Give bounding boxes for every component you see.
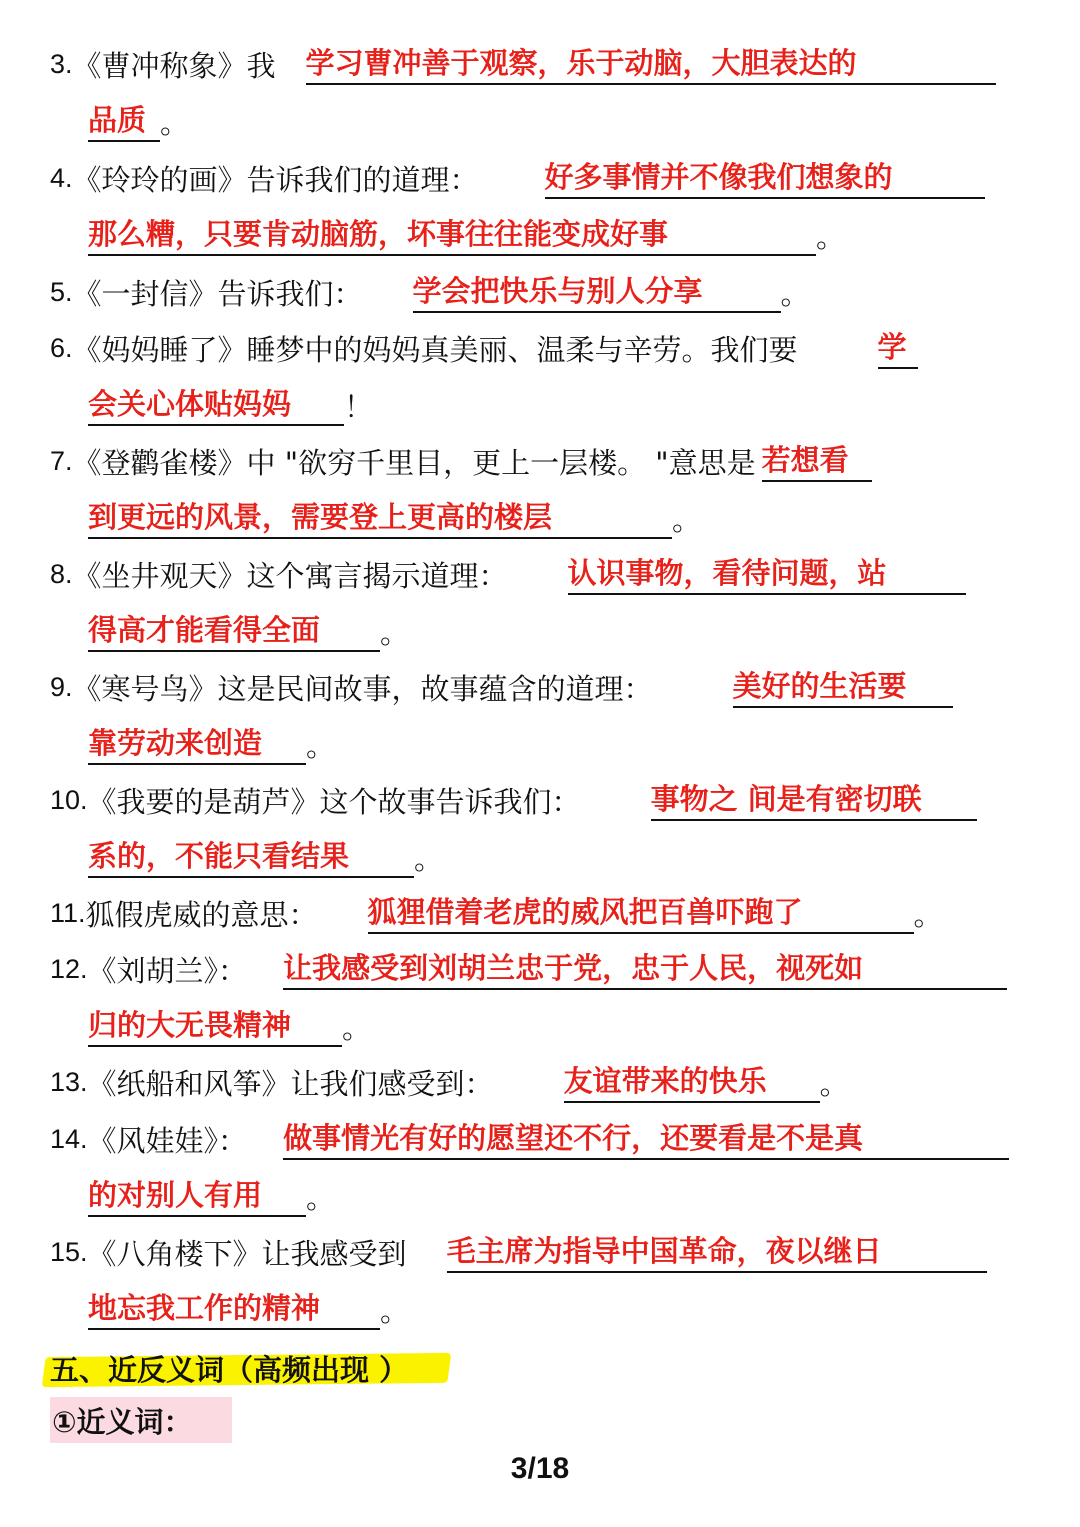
- item-prompt: 《寒号鸟》这是民间故事，故事蕴含的道理：: [72, 671, 653, 706]
- item-15-line-1: [50, 1224, 987, 1280]
- answer-blank: 事物之 间是有密切联: [651, 779, 977, 821]
- answer-blank: 好多事情并不像我们想象的: [545, 157, 985, 199]
- item-9-line-2: [88, 716, 335, 772]
- item-number: 3.: [50, 48, 73, 79]
- item-prompt: 《玲玲的画》告诉我们的道理：: [72, 162, 479, 197]
- item-4-line-1: [50, 150, 985, 206]
- subsection-title: ①近义词：: [50, 1397, 232, 1443]
- item-number: 13.: [50, 1066, 88, 1097]
- item-end-punct: 。: [913, 897, 943, 932]
- item-12-line-2: [88, 998, 371, 1054]
- item-end-punct: 。: [819, 1066, 849, 1101]
- item-prompt: 《纸船和风筝》让我们感受到：: [87, 1066, 494, 1101]
- item-prompt: 《曹冲称象》我: [72, 48, 276, 83]
- item-number: 10.: [50, 784, 88, 815]
- item-10-line-2: [88, 829, 443, 885]
- item-number: 14.: [50, 1123, 88, 1154]
- item-number: 12.: [50, 953, 88, 984]
- answer-blank: 归的大无畏精神: [88, 1005, 342, 1047]
- item-prompt: 《八角楼下》让我感受到: [87, 1236, 407, 1271]
- answer-blank: 狐狸借着老虎的威风把百兽吓跑了: [368, 892, 914, 934]
- item-15-line-2: [88, 1281, 409, 1337]
- answer-blank: 让我感受到刘胡兰忠于党，忠于人民，视死如: [283, 948, 1007, 990]
- item-prompt: 《一封信》告诉我们：: [72, 276, 363, 311]
- item-4-line-2: [88, 207, 845, 263]
- item-end-punct: 。: [306, 728, 336, 763]
- answer-blank: 系的，不能只看结果: [88, 836, 414, 878]
- item-7-line-2: [88, 490, 701, 546]
- item-number: 8.: [50, 558, 73, 589]
- answer-blank: 毛主席为指导中国革命，夜以继日: [447, 1231, 987, 1273]
- answer-blank: 做事情光有好的愿望还不行，还要看是不是真: [283, 1118, 1009, 1160]
- answer-blank: 学会把快乐与别人分享: [413, 271, 781, 313]
- item-7-line-1: [50, 433, 872, 489]
- item-prompt: 《风娃娃》：: [87, 1123, 248, 1158]
- item-number: 6.: [50, 332, 73, 363]
- item-number: 11.: [50, 897, 86, 928]
- item-end-punct: 。: [816, 219, 846, 254]
- item-number: 9.: [50, 671, 73, 702]
- item-number: 5.: [50, 276, 73, 307]
- item-3-line-1: [50, 36, 996, 92]
- item-prompt: 《坐井观天》这个寓言揭示道理：: [72, 558, 508, 593]
- answer-blank: 地忘我工作的精神: [88, 1288, 380, 1330]
- item-end-punct: ！: [344, 389, 374, 424]
- item-prompt: 《妈妈睡了》睡梦中的妈妈真美丽、温柔与辛劳。我们要: [72, 332, 798, 367]
- page-number: 3/18: [510, 1452, 570, 1485]
- item-number: 7.: [50, 445, 73, 476]
- section-title: 五、近反义词（高频出现 ）: [50, 1352, 409, 1387]
- item-14-line-1: [50, 1111, 1009, 1167]
- item-6-line-2: [88, 377, 373, 433]
- answer-blank: 得高才能看得全面: [88, 610, 380, 652]
- item-prompt: 《我要的是葫芦》这个故事告诉我们：: [87, 784, 581, 819]
- answer-blank: 到更远的风景，需要登上更高的楼层: [88, 497, 672, 539]
- item-number: 4.: [50, 162, 73, 193]
- item-12-line-1: [50, 941, 1007, 997]
- item-prompt: 《登鹳雀楼》中 "欲穷千里目，更上一层楼。 "意思是: [72, 445, 756, 480]
- item-end-punct: 。: [306, 1180, 336, 1215]
- item-prompt: 《刘胡兰》：: [87, 953, 248, 988]
- answer-blank: 若想看: [762, 440, 872, 482]
- item-3-line-2: [88, 93, 189, 149]
- answer-blank: 那么糟，只要肯动脑筋，坏事往往能变成好事: [88, 214, 816, 256]
- answer-blank: 靠劳动来创造: [88, 723, 306, 765]
- item-9-line-1: [50, 659, 953, 715]
- answer-blank: 品质: [88, 100, 160, 142]
- item-13-line-1: [50, 1054, 849, 1110]
- item-5-line-1: [50, 264, 810, 320]
- item-end-punct: 。: [342, 1010, 372, 1045]
- answer-blank: 学: [878, 327, 918, 369]
- item-end-punct: 。: [380, 615, 410, 650]
- item-end-punct: 。: [160, 105, 190, 140]
- answer-blank: 友谊带来的快乐: [564, 1061, 820, 1103]
- answer-blank: 美好的生活要: [733, 666, 953, 708]
- item-8-line-2: [88, 603, 409, 659]
- item-end-punct: 。: [380, 1293, 410, 1328]
- answer-blank: 认识事物，看待问题，站: [568, 553, 966, 595]
- item-11-line-1: [50, 885, 943, 941]
- item-end-punct: 。: [780, 276, 810, 311]
- item-number: 15.: [50, 1236, 88, 1267]
- item-10-line-1: [50, 772, 977, 828]
- answer-blank: 会关心体贴妈妈: [88, 384, 344, 426]
- item-8-line-1: [50, 546, 966, 602]
- item-prompt: 狐假虎威的意思：: [85, 897, 318, 932]
- item-end-punct: 。: [672, 502, 702, 537]
- answer-blank: 的对别人有用: [88, 1175, 306, 1217]
- answer-blank: 学习曹冲善于观察，乐于动脑，大胆表达的: [306, 43, 996, 85]
- item-14-line-2: [88, 1168, 335, 1224]
- item-end-punct: 。: [414, 841, 444, 876]
- item-6-line-1: [50, 320, 918, 376]
